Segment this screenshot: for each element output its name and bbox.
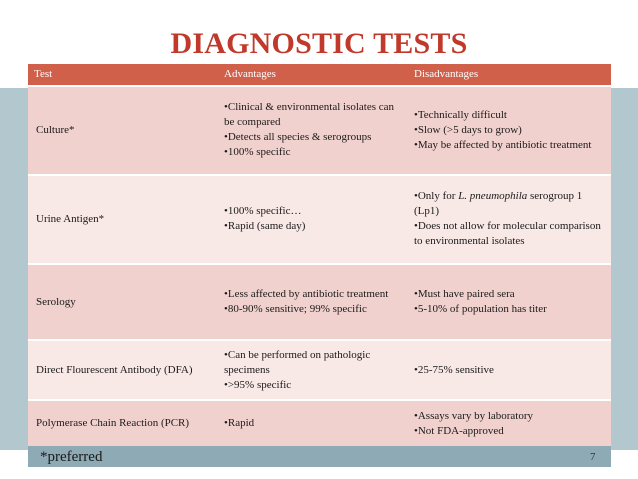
disadvantages-cell xyxy=(408,264,611,341)
table-header-row xyxy=(28,64,611,86)
list-item: •25-75% sensitive xyxy=(414,363,494,376)
list-item: •Detects all species & serogroups xyxy=(224,131,372,144)
list-item: •Rapid (same day) xyxy=(224,220,306,233)
advantages-cell xyxy=(218,264,408,341)
list-item: •Less affected by antibiotic treatment xyxy=(224,288,389,301)
disadvantages-cell xyxy=(408,86,611,175)
page-number: 7 xyxy=(590,451,596,463)
list-item: •May be affected by antibiotic treatment xyxy=(414,138,592,151)
list-item: •Assays vary by laboratory xyxy=(414,409,534,422)
advantages-cell xyxy=(218,175,408,264)
list-item: •>95% specific xyxy=(224,378,292,391)
advantages-cell xyxy=(218,86,408,175)
left-side-band xyxy=(0,88,28,450)
list-item: •Does not allow for molecular comparison to environmental isolates xyxy=(414,220,601,248)
disadvantages-cell xyxy=(408,175,611,264)
list-item: •100% specific… xyxy=(224,205,302,218)
list-item: •Slow (>5 days to grow) xyxy=(414,123,522,136)
list-item: •Clinical & environmental isolates can be compared xyxy=(224,101,395,129)
list-item: •Not FDA-approved xyxy=(414,424,504,437)
list-item xyxy=(414,189,605,219)
slide-title: DIAGNOSTIC TESTS xyxy=(170,27,468,60)
disadvantages-cell xyxy=(408,340,611,400)
list-item-prefix: •Only for xyxy=(414,190,459,203)
header-disadvantages: Disadvantages xyxy=(408,64,611,86)
right-side-band xyxy=(611,88,638,450)
test-name: Serology xyxy=(28,264,218,341)
disadvantages-cell xyxy=(408,400,611,446)
header-advantages: Advantages xyxy=(218,64,408,86)
advantages-cell xyxy=(218,400,408,446)
table-row xyxy=(28,175,611,264)
list-item: •Must have paired sera xyxy=(414,288,515,301)
table-row xyxy=(28,400,611,446)
footnote: *preferred xyxy=(40,449,103,465)
test-name: Direct Flourescent Antibody (DFA) xyxy=(28,340,218,400)
list-item: •5-10% of population has titer xyxy=(414,303,547,316)
diagnostic-tests-table xyxy=(28,64,611,446)
test-name: Urine Antigen* xyxy=(28,175,218,264)
test-name: Culture* xyxy=(28,86,218,175)
advantages-cell xyxy=(218,340,408,400)
list-item: •Can be performed on pathologic specimens xyxy=(224,348,371,376)
list-item: •Rapid xyxy=(224,417,255,430)
test-name: Polymerase Chain Reaction (PCR) xyxy=(28,400,218,446)
species-name: L. pneumophila xyxy=(458,190,528,203)
table-row xyxy=(28,264,611,341)
list-item-suffix: serogroup 1 (Lp1) xyxy=(414,190,583,218)
list-item: •100% specific xyxy=(224,146,291,159)
table-row xyxy=(28,340,611,400)
list-item: •Technically difficult xyxy=(414,108,507,121)
header-test: Test xyxy=(28,64,218,86)
footer-bar xyxy=(28,446,611,467)
table-row xyxy=(28,86,611,175)
list-item: •80-90% sensitive; 99% specific xyxy=(224,303,367,316)
